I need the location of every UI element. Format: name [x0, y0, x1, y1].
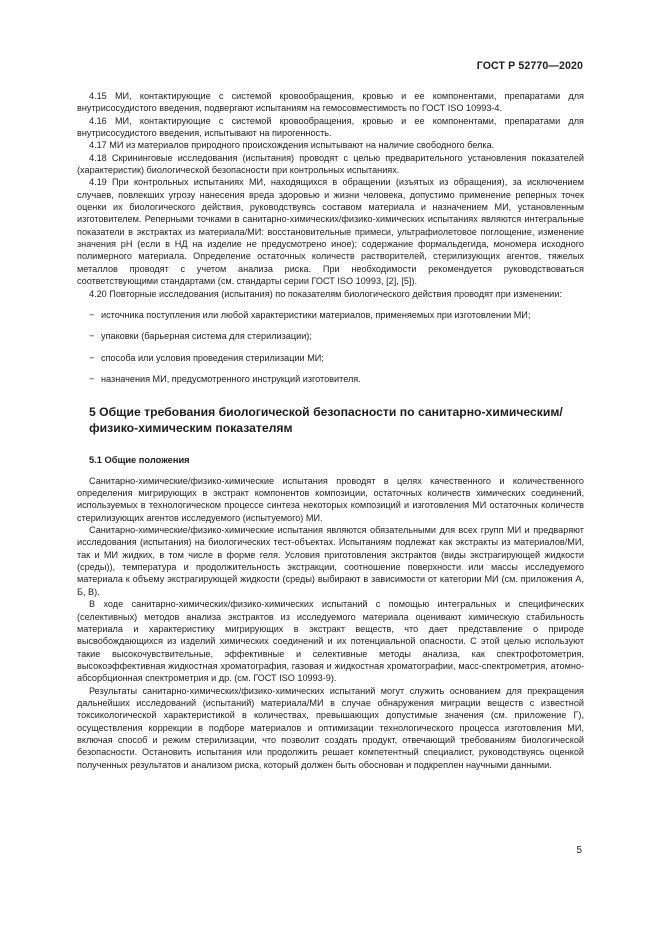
list-item — [77, 330, 584, 342]
list-item-text: назначения МИ, предусмотренного инструкций изготовителя. — [101, 374, 361, 385]
paragraph-5-1-2: Санитарно-химические/физико-химические испытания являются обязательными для всех групп МИ и предваряют исследования (испытания) на биологических тест-объектах. Испытаниям подлежат как экстракты из материалов/МИ, так и МИ жидких, в том числе в форме геля. Условия приготовления экстрактов (виды экстрагирующей жидкости (среды)), температура и продолжительность экстракции, соотношение поверхности или массы исследуемого материала к объему экстрагирующей жидкости (среды) выбирают в зависимости от категории МИ (см. приложения А, Б, В). — [77, 525, 584, 597]
section-title: 5 Общие требования биологической безопасности по санитарно-химическим/физико-химическим показателям — [89, 404, 563, 436]
dash-bullet: − — [89, 331, 95, 342]
page-number: 5 — [576, 845, 582, 856]
dash-bullet: − — [89, 374, 95, 385]
list-item — [77, 309, 584, 321]
paragraph-4-15: 4.15 МИ, контактирующие с системой кровообращения, кровью и ее компонентами, препаратами для внутрисосудистого введения, подвергают испытаниям на гемосовместимость по ГОСТ ISO 10993-4. — [77, 91, 584, 114]
document-header: ГОСТ Р 52770—2020 — [476, 60, 583, 72]
paragraph-4-19: 4.19 При контрольных испытаниях МИ, находящихся в обращении (изъятых из обращения), за исключением случаев, повлекших угрозу нанесения вреда здоровью и жизни человека, допустимо применение реперных точек оценки их биологического действия, руководствуясь составом материала и назначением МИ, установленным изготовителем. Реперными точками в санитарно-химических/физико-химических испытаниях являются интегральные показатели в экстрактах из материала/МИ: восстановительные примеси, ультрафиолетовое поглощение, изменение значения pH (если в НД на изделие не предусмотрено иное); содержание формальдегида, мономера исходного полимерного материала. Определение остаточных количеств растворителей, стерилизующих агентов, тяжелых металлов проводят с учетом анализа риска. При необходимости рекомендуется руководствоваться соответствующими стандартами (см. стандарты серии ГОСТ ISO 10993, [2], [5]). — [77, 177, 584, 287]
list-item-text: способа или условия проведения стерилизации МИ; — [101, 352, 324, 363]
list-item — [77, 373, 584, 385]
dash-bullet: − — [89, 352, 95, 363]
document-body — [77, 90, 584, 771]
paragraph-4-20: 4.20 Повторные исследования (испытания) по показателям биологического действия проводят при изменении: — [89, 288, 562, 299]
paragraph-5-1-4: Результаты санитарно-химических/физико-химических испытаний могут служить основанием для прекращения дальнейших исследований (испытаний) материала/МИ в случае обнаружения миграции веществ с известной токсикологической характеристикой в количествах, превышающих допустимые значения (см. приложение Г), осуществления коррекции в подборе материалов и оптимизации технологического процесса изготовления МИ, включая способ и режим стерилизации, что позволит создать продукт, отвечающий требованиям биологической безопасности. Остановить испытания или продолжить решает компетентный специалист, руководствуясь оценкой полученных результатов и анализом риска, который должен быть обоснован и подкреплен научными данными. — [77, 685, 584, 770]
paragraph-4-18: 4.18 Скрининговые исследования (испытания) проводят с целью предварительного установления показателей (характеристик) биологической безопасности при контрольных испытаниях. — [77, 152, 584, 176]
paragraph-4-17: 4.17 МИ из материалов природного происхождения испытывают на наличие свободного белка. — [89, 140, 495, 151]
dash-bullet: − — [89, 309, 95, 320]
list-item-text: упаковки (барьерная система для стерилизации); — [101, 331, 312, 342]
subsection-title: 5.1 Общие положения — [89, 455, 190, 466]
paragraph-4-16: 4.16 МИ, контактирующие с системой кровообращения, кровью и ее компонентами, препаратами для внутрисосудистого введения, испытывают на пирогенность. — [77, 115, 584, 139]
list-item — [77, 352, 584, 364]
list-item-text: источника поступления или любой характеристики материалов, применяемых при изготовлении МИ; — [101, 309, 531, 320]
paragraph-5-1-3: В ходе санитарно-химических/физико-химических испытаний с помощью интегральных и специфических (селективных) методов анализа экстрактов из исследуемого материала оценивают химическую стабильность материала и характеристику мигрирующих в экстракт веществ, что дает представление о природе высвобождающихся из изделий химических соединений и их потенциальной опасности. С этой целью используют такие высокочувствительные, эффективные и селективные методы анализа, как спектрофотометрия, высокоэффективная жидкостная хроматография, газовая и жидкостная хроматографии, масс-спектрометрия, атомно-абсорбционная спектрометрия и др. (см. ГОСТ ISO 10993-9). — [77, 599, 584, 684]
paragraph-5-1-1: Санитарно-химические/физико-химические испытания проводят в целях качественного и количественного определения мигрирующих в экстракт компонентов композиции, остаточных количеств химических соединений, используемых в технологическом процессе синтеза некоторых композиций и изготовления МИ остаточных количеств стерилизующих агентов исследуемого (испытуемого) МИ. — [77, 475, 584, 523]
